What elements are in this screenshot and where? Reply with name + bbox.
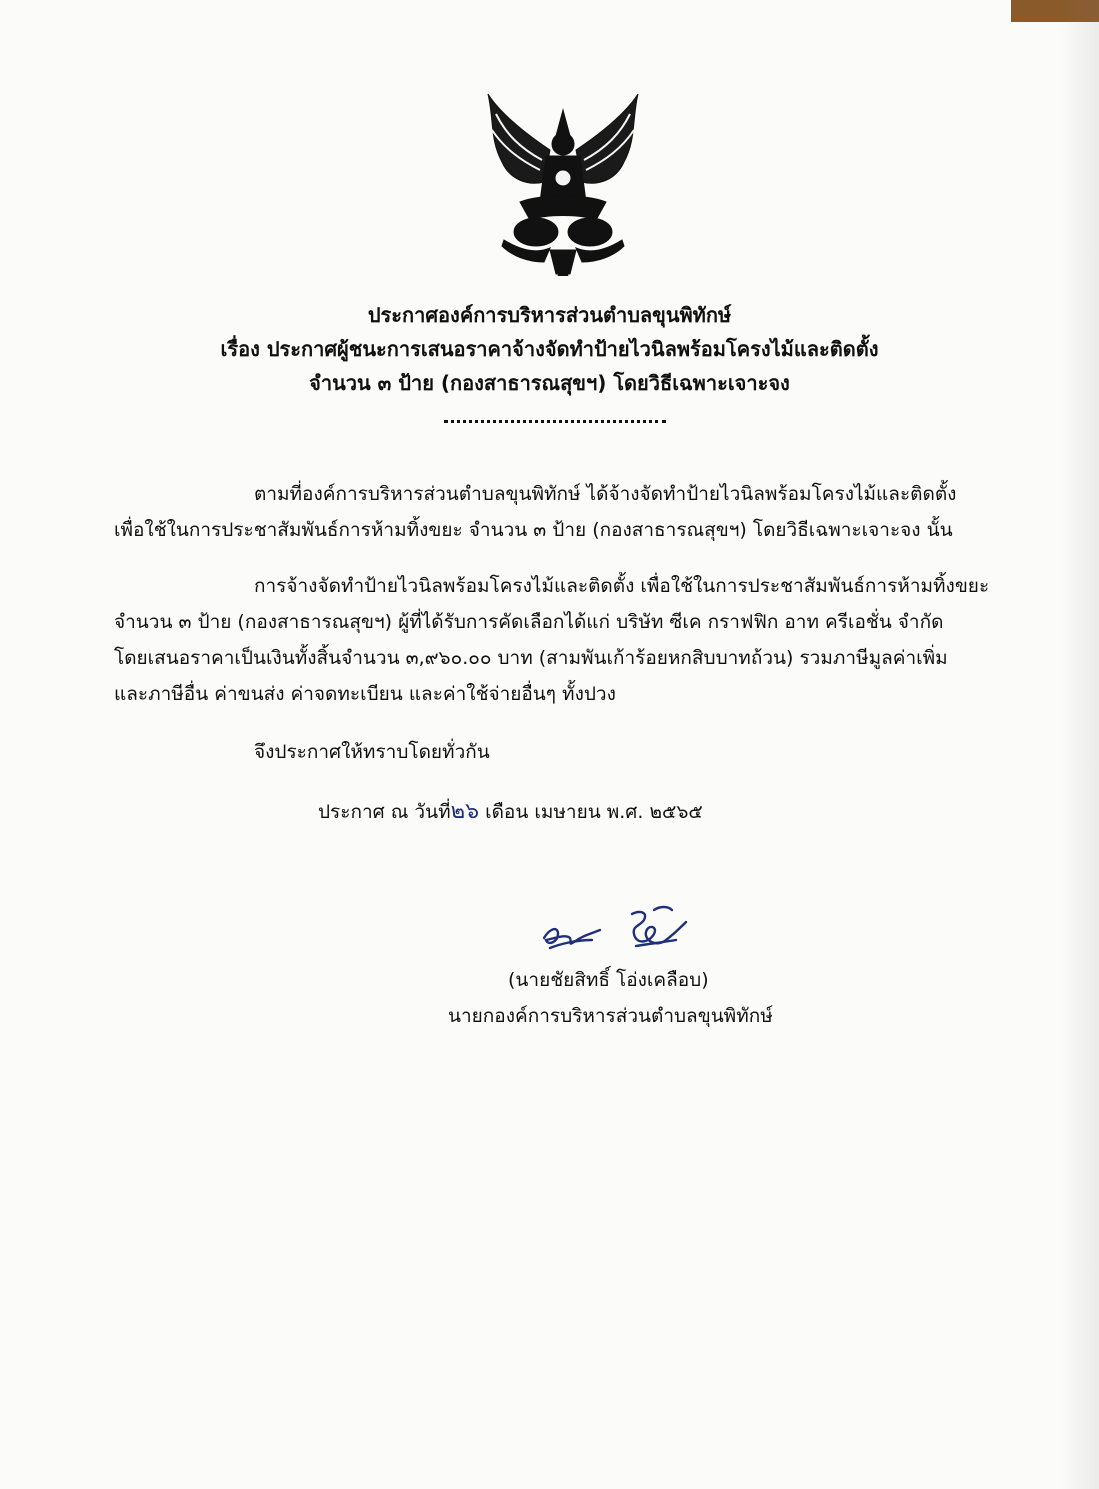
date-day-handwritten: ๒๖ xyxy=(450,799,480,824)
date-prefix: ประกาศ ณ วันที่ xyxy=(318,801,451,823)
paragraph-line: ตามที่องค์การบริหารส่วนตำบลขุนพิทักษ์ ได้จ้างจัดทำป้ายไวนิลพร้อมโครงไม้และติดตั้ง xyxy=(254,483,957,505)
header-title: ประกาศองค์การบริหารส่วนตำบลขุนพิทักษ์ xyxy=(367,303,732,327)
paragraph-line: จำนวน ๓ ป้าย (กองสาธารณสุขฯ) ผู้ที่ได้รับการคัดเลือกได้แก่ บริษัท ซีเค กราฟฟิก อาท ครีเอชั่น จำกัด xyxy=(114,611,944,633)
header-subject: เรื่อง ประกาศผู้ชนะการเสนอราคาจ้างจัดทำป้ายไวนิลพร้อมโครงไม้และติดตั้ง xyxy=(220,337,879,361)
signer-title: นายกองค์การบริหารส่วนตำบลขุนพิทักษ์ xyxy=(448,1005,773,1027)
garuda-emblem-icon xyxy=(480,90,646,276)
paragraph-award xyxy=(114,568,994,712)
paragraph-line: การจ้างจัดทำป้ายไวนิลพร้อมโครงไม้และติดตั้ง เพื่อใช้ในการประชาสัมพันธ์การห้ามทิ้งขยะ xyxy=(254,575,990,597)
paragraph-line: โดยเสนอราคาเป็นเงินทั้งสิ้นจำนวน ๓,๙๖๐.๐๐ บาท (สามพันเก้าร้อยหกสิบบาทถ้วน) รวมภาษีมูลค่าเพิ่ม xyxy=(114,647,948,669)
paragraph-line: เพื่อใช้ในการประชาสัมพันธ์การห้ามทิ้งขยะ จำนวน ๓ ป้าย (กองสาธารณสุขฯ) โดยวิธีเฉพาะเจาะจง นั้น xyxy=(114,519,953,541)
signer-name: (นายชัยสิทธิ์ โอ่งเคลือบ) xyxy=(508,969,709,991)
paragraph-notice: จึงประกาศให้ทราบโดยทั่วกัน xyxy=(254,741,490,763)
divider-dotted xyxy=(444,420,666,423)
header-subject-detail: จำนวน ๓ ป้าย (กองสาธารณสุขฯ) โดยวิธีเฉพาะเจาะจง xyxy=(309,371,790,395)
date-suffix: เดือน เมษายน พ.ศ. ๒๕๖๕ xyxy=(479,801,703,823)
signer-block xyxy=(0,962,1099,1034)
signature-image xyxy=(536,904,696,962)
paragraph-background xyxy=(114,476,994,548)
paragraph-line: และภาษีอื่น ค่าขนส่ง ค่าจดทะเบียน และค่าใช้จ่ายอื่นๆ ทั้งปวง xyxy=(114,683,616,705)
announcement-header xyxy=(0,298,1099,400)
announcement-date xyxy=(318,794,1099,830)
